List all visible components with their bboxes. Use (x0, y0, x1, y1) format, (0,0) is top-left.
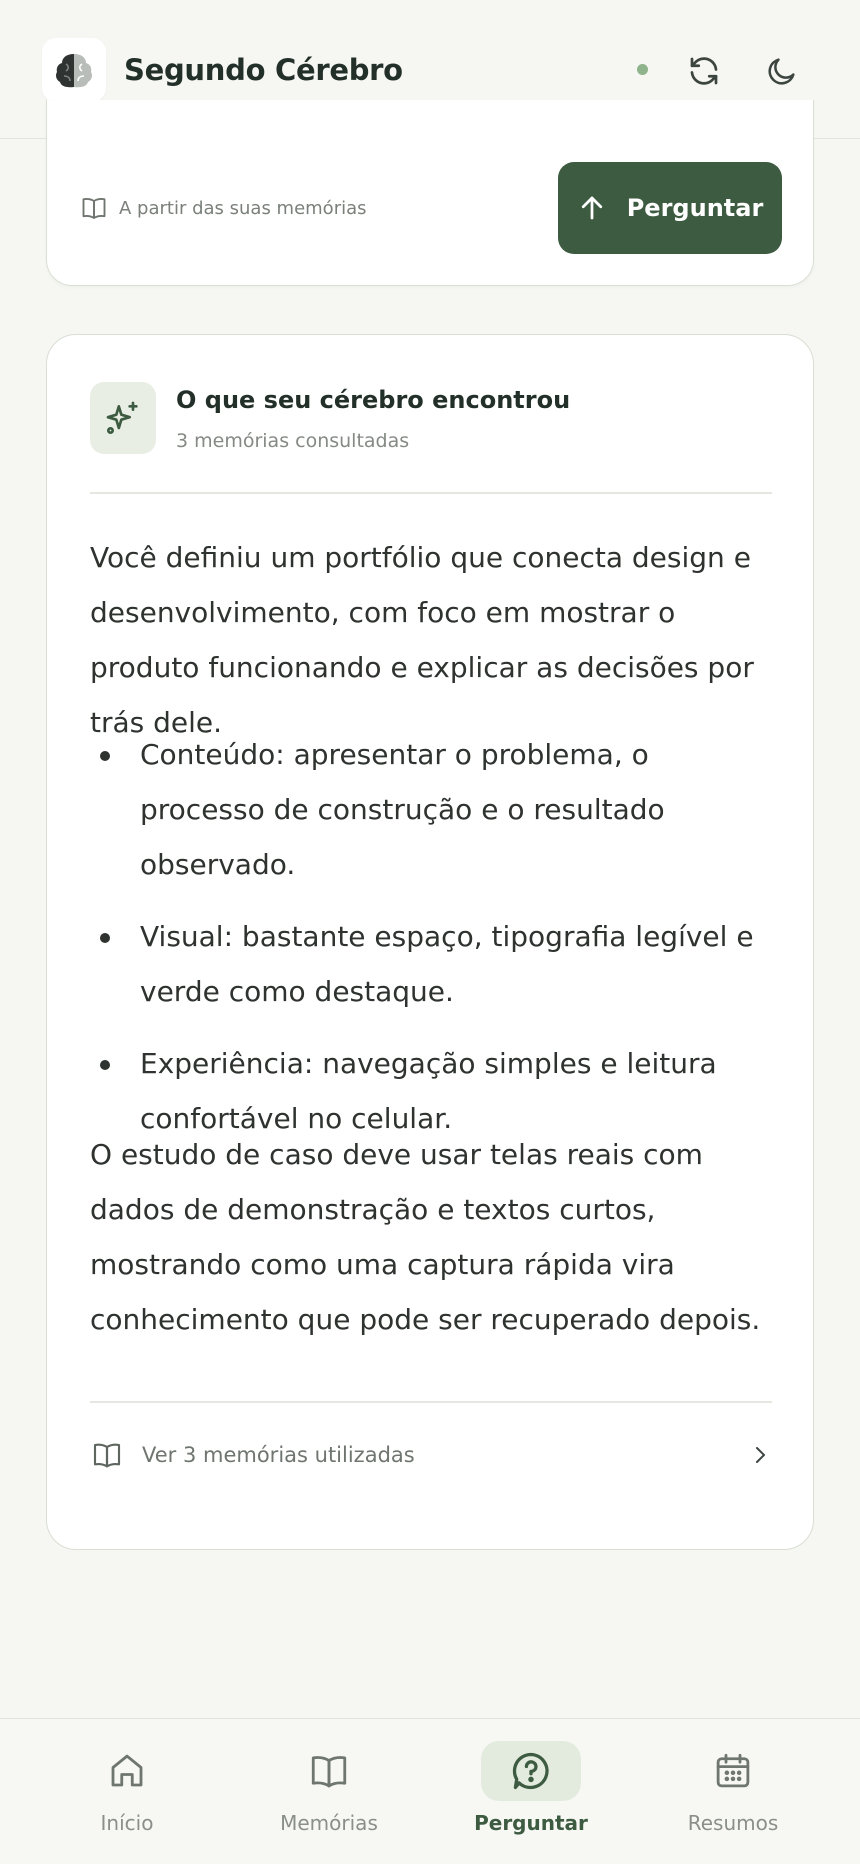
answer-bullets (90, 727, 780, 1163)
nav-item-inicio[interactable] (57, 1741, 197, 1851)
list-item: Visual: bastante espaço, tipografia legível e verde como destaque. (90, 909, 780, 1019)
answer-closing: O estudo de caso deve usar telas reais com dados de demonstração e textos curtos, mostrando como uma captura rápida vira conhecimento que pode ser recuperado depois. (90, 1138, 761, 1336)
nav-label: Memórias (280, 1811, 378, 1835)
source-hint (79, 194, 367, 222)
brain-icon (42, 38, 106, 102)
source-hint-label: A partir das suas memórias (119, 197, 367, 219)
book-icon (90, 1439, 124, 1471)
sync-button[interactable] (679, 46, 729, 96)
ask-card (46, 100, 814, 286)
home-icon (106, 1750, 148, 1792)
divider (90, 1401, 772, 1403)
ask-button[interactable] (558, 162, 782, 254)
sparkle-icon (90, 382, 156, 454)
nav-label: Início (100, 1811, 154, 1835)
book-icon (79, 194, 109, 222)
book-icon (307, 1750, 351, 1792)
nav-item-perguntar[interactable] (461, 1741, 601, 1851)
theme-toggle-button[interactable] (757, 46, 807, 96)
nav-label: Perguntar (474, 1811, 588, 1835)
chevron-right-icon (748, 1443, 772, 1467)
answer-intro: Você definiu um portfólio que conecta design e desenvolvimento, com foco em mostrar o produto funcionando e explicar as decisões por trás dele. (90, 541, 754, 739)
answer-card (46, 334, 814, 1550)
app-title: Segundo Cérebro (124, 53, 403, 87)
nav-item-memorias[interactable] (259, 1741, 399, 1851)
calendar-icon (712, 1750, 754, 1792)
arrow-up-icon (577, 193, 607, 223)
view-sources-label: Ver 3 memórias utilizadas (142, 1443, 415, 1467)
memories-count: 3 memórias consultadas (176, 430, 410, 452)
nav-item-resumos[interactable] (663, 1741, 803, 1851)
question-icon (509, 1749, 553, 1793)
divider (90, 492, 772, 494)
view-sources-link[interactable] (90, 1429, 772, 1481)
moon-icon (765, 54, 799, 88)
status-indicator (637, 64, 648, 75)
ask-button-label: Perguntar (626, 194, 764, 222)
bottom-nav (0, 1718, 860, 1864)
answer-heading: O que seu cérebro encontrou (176, 386, 571, 414)
refresh-icon (686, 53, 722, 89)
nav-label: Resumos (687, 1811, 779, 1835)
list-item: Conteúdo: apresentar o problema, o processo de construção e o resultado observado. (90, 727, 780, 892)
list-item: Experiência: navegação simples e leitura confortável no celular. (90, 1036, 780, 1146)
